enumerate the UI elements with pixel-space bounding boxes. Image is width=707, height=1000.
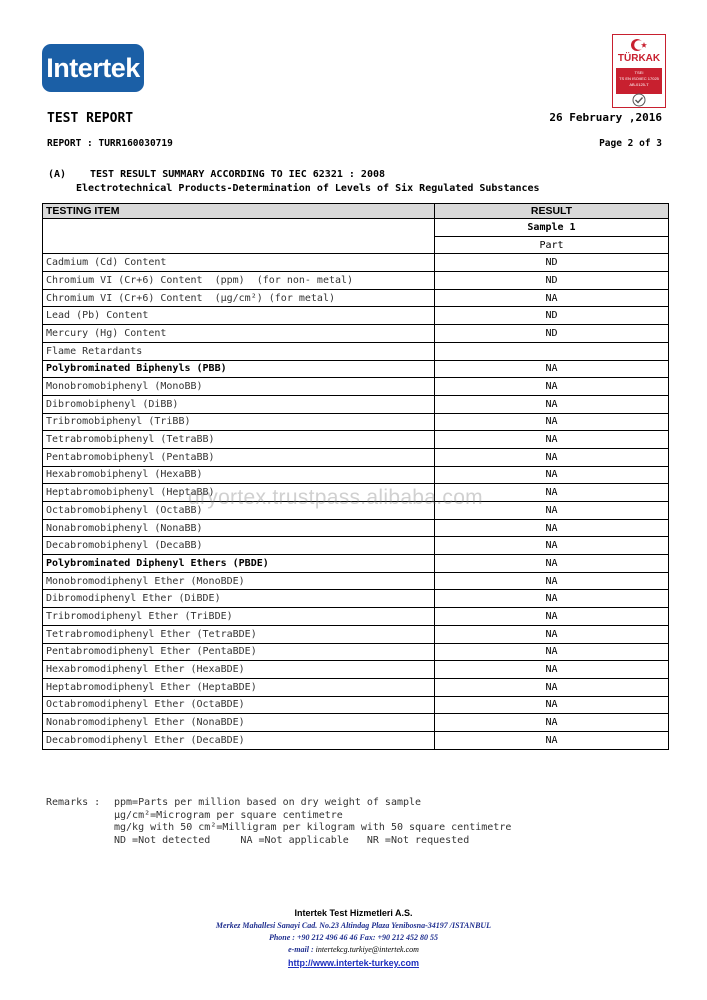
testing-item-header: TESTING ITEM [43,204,435,219]
testing-item-cell: Dibromobiphenyl (DiBB) [43,395,435,413]
result-cell: NA [435,466,669,484]
footer-company: Intertek Test Hizmetleri A.S. [294,908,413,918]
result-cell: NA [435,537,669,555]
result-header: RESULT [435,204,669,219]
result-cell: NA [435,608,669,626]
results-table [42,203,669,750]
table-row [43,360,669,378]
result-cell [435,342,669,360]
testing-item-cell: Nonabromobiphenyl (NonaBB) [43,519,435,537]
remarks [46,797,511,847]
result-cell: ND [435,272,669,290]
result-cell: ND [435,254,669,272]
testing-item-cell: Tetrabromobiphenyl (TetraBB) [43,431,435,449]
table-row [43,272,669,290]
testing-item-cell: Flame Retardants [43,342,435,360]
table-row [43,661,669,679]
result-cell: ND [435,307,669,325]
blank-cell [43,219,435,254]
section-title: TEST RESULT SUMMARY ACCORDING TO IEC 62321 : 2008 [90,169,386,180]
table-row [43,555,669,573]
table-row [43,395,669,413]
remark-line: ppm=Parts per million based on dry weight of sample [114,797,422,808]
result-cell: NA [435,643,669,661]
result-cell: NA [435,678,669,696]
part-label: Part [435,236,669,254]
table-row [43,466,669,484]
footer-website-link[interactable]: http://www.intertek-turkey.com [287,958,419,968]
result-cell: NA [435,714,669,732]
table-row [43,448,669,466]
result-cell: NA [435,625,669,643]
testing-item-cell: Decabromodiphenyl Ether (DecaBDE) [43,731,435,749]
table-row [43,678,669,696]
page-number: Page 2 of 3 [599,138,662,149]
result-cell: NA [435,572,669,590]
section-heading [48,169,385,180]
sample-label: Sample 1 [435,219,669,237]
table-row [43,731,669,749]
testing-item-cell: Polybrominated Biphenyls (PBB) [43,360,435,378]
table-header-row [43,204,669,219]
testing-item-cell: Mercury (Hg) Content [43,325,435,343]
watermark: dryortex.trustpass.alibaba.com [188,486,483,509]
testing-item-cell: Chromium VI (Cr+6) Content (µg/cm²) (for metal) [43,289,435,307]
testing-item-cell: Cadmium (Cd) Content [43,254,435,272]
table-row [43,325,669,343]
crescent-star-icon [629,38,649,52]
testing-item-cell: Monobromodiphenyl Ether (MonoBDE) [43,572,435,590]
footer-address: Merkez Mahallesi Sanayi Cad. No.23 Altindag Plaza Yenibosna-34197 /ISTANBUL [215,921,492,930]
section-letter: (A) [48,169,67,180]
result-cell: NA [435,431,669,449]
testing-item-cell: Dibromodiphenyl Ether (DiBDE) [43,590,435,608]
table-row [43,537,669,555]
remark-line: µg/cm²=Microgram per square centimetre [114,809,343,821]
testing-item-cell: Chromium VI (Cr+6) Content (ppm) (for non- metal) [43,272,435,290]
footer-phone: Phone : +90 212 496 46 46 Fax: +90 212 452 80 55 [268,933,439,942]
remark-line: ND =Not detected NA =Not applicable NR =Not requested [114,834,470,846]
report-number: REPORT : TURR160030719 [47,138,173,149]
table-row [43,342,669,360]
testing-item-cell: Heptabromobiphenyl (HeptaBB) [43,484,435,502]
table-row [43,254,669,272]
testing-item-cell: Nonabromodiphenyl Ether (NonaBDE) [43,714,435,732]
testing-item-cell: Lead (Pb) Content [43,307,435,325]
table-row [43,289,669,307]
table-row [43,608,669,626]
remark-line: mg/kg with 50 cm²=Milligram per kilogram with 50 square centimetre [114,822,512,833]
section-subtitle: Electrotechnical Products-Determination of Levels of Six Regulated Substances [76,183,540,194]
testing-item-cell: Tribromobiphenyl (TriBB) [43,413,435,431]
sample-row [43,219,669,237]
turkak-band: TSEI TS EN ISO/IEC 17025 AB-0125-T [616,68,662,94]
table-row [43,625,669,643]
table-row [43,431,669,449]
footer-email: e-mail : intertekcg.turkiye@intertek.com [288,945,419,954]
testing-item-cell: Decabromobiphenyl (DecaBB) [43,537,435,555]
table-row [43,714,669,732]
turkak-brand: TÜRKAK [617,53,661,64]
result-cell: NA [435,395,669,413]
testing-item-cell: Pentabromobiphenyl (PentaBB) [43,448,435,466]
report-title: TEST REPORT [47,111,134,126]
result-cell: NA [435,289,669,307]
testing-item-cell: Polybrominated Diphenyl Ethers (PBDE) [43,555,435,573]
testing-item-cell: Tetrabromodiphenyl Ether (TetraBDE) [43,625,435,643]
testing-item-cell: Tribromodiphenyl Ether (TriBDE) [43,608,435,626]
result-cell: NA [435,502,669,520]
testing-item-cell: Pentabromodiphenyl Ether (PentaBDE) [43,643,435,661]
result-cell: NA [435,448,669,466]
table-row [43,307,669,325]
result-cell: NA [435,555,669,573]
result-cell: NA [435,661,669,679]
result-cell: NA [435,413,669,431]
result-cell: NA [435,696,669,714]
report-date: 26 February ,2016 [549,111,662,124]
intertek-logo: Intertek [42,44,144,92]
table-row [43,590,669,608]
testing-item-cell: Octabromodiphenyl Ether (OctaBDE) [43,696,435,714]
result-cell: NA [435,484,669,502]
testing-item-cell: Hexabromodiphenyl Ether (HexaBDE) [43,661,435,679]
testing-item-cell: Hexabromobiphenyl (HexaBB) [43,466,435,484]
testing-item-cell: Heptabromodiphenyl Ether (HeptaBDE) [43,678,435,696]
table-row [43,378,669,396]
table-row [43,413,669,431]
result-cell: NA [435,590,669,608]
table-row [43,643,669,661]
result-cell: ND [435,325,669,343]
check-circle-icon [630,93,648,107]
remarks-label: Remarks : [46,797,101,808]
turkak-accreditation-mark [612,34,666,108]
result-cell: NA [435,519,669,537]
result-cell: NA [435,378,669,396]
testing-item-cell: Octabromobiphenyl (OctaBB) [43,502,435,520]
testing-item-cell: Monobromobiphenyl (MonoBB) [43,378,435,396]
result-cell: NA [435,360,669,378]
table-row [43,696,669,714]
table-row [43,519,669,537]
table-row [43,572,669,590]
result-cell: NA [435,731,669,749]
footer [0,908,707,968]
